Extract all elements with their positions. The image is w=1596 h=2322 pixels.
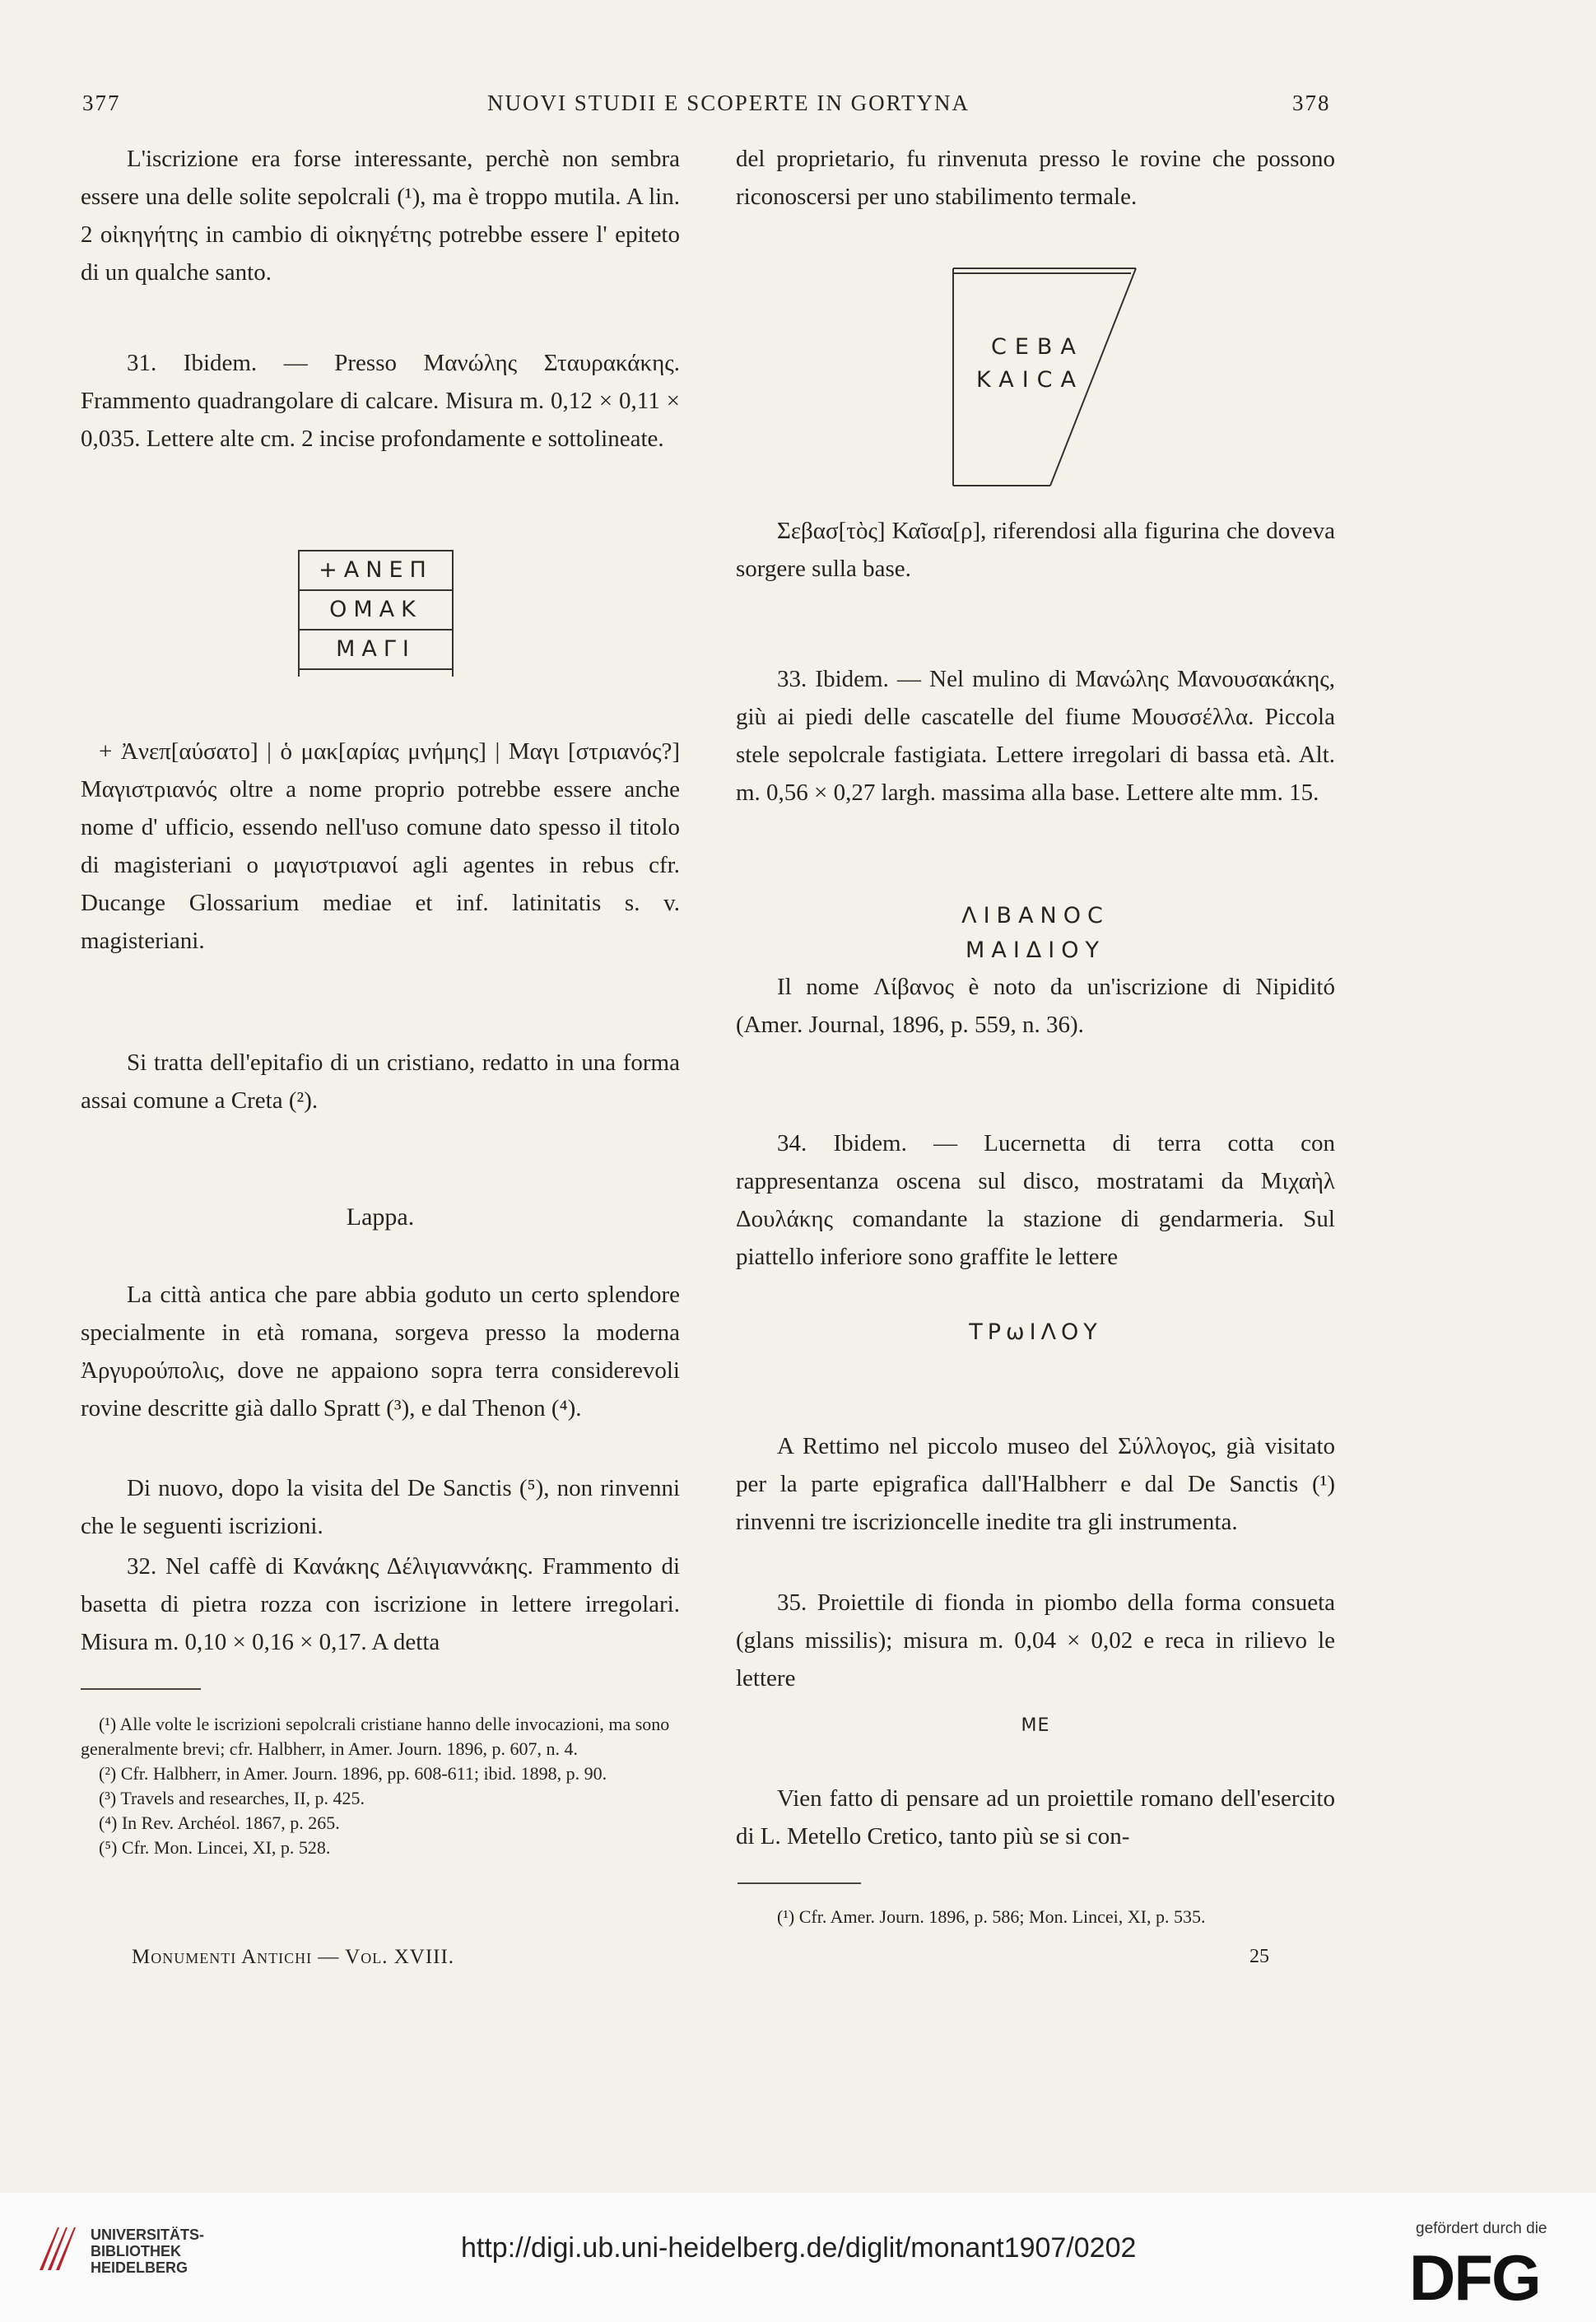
right-p4: Il nome Λίβανος è noto da un'iscrizione di Nipiditó (Amer. Journal, 1896, p. 559, n. 36).: [736, 974, 1335, 1038]
footnote: (²) Cfr. Halbherr, in Amer. Journ. 1896, pp. 608-611; ibid. 1898, p. 90.: [99, 1763, 607, 1784]
inscription-32-drawing: [952, 262, 1141, 492]
right-p1: del proprietario, fu rinvenuta presso le rovine che possono riconoscersi per uno stabilimento termale.: [736, 146, 1335, 210]
section-heading-lappa: Lappa.: [346, 1203, 415, 1231]
inscription-line: KAICA: [976, 367, 1084, 393]
left-p6: Di nuovo, dopo la visita del De Sanctis (⁵), non rinvenni che le seguenti iscrizioni.: [81, 1475, 680, 1539]
running-title: NUOVI STUDII E SCOPERTE IN GORTYNA: [487, 91, 970, 115]
right-p8: Vien fatto di pensare ad un proiettile romano dell'esercito di L. Metello Cretico, tanto più se si con-: [736, 1785, 1335, 1850]
right-p5: 34. Ibidem. — Lucernetta di terra cotta con rappresentanza oscena sul disco, mostratami da Μιχαὴλ Δουλάκης comandante la stazione di gendarmeria. Sul piattello inferiore sono graffite le lettere: [736, 1130, 1335, 1270]
left-p3: + Ἀνεπ[αύσατο] | ὁ μακ[αρίας μνήμης] | Μαγι [στριανός?] Μαγιστριανός oltre a nome proprio potrebbe essere anche nome d' ufficio, essendo nell'uso comune dato spesso il titolo di magisteriani o μαγιστριανοί agli agentes in rebus cfr. Ducange Glossarium mediae et inf. latinitatis s. v. magisteriani.: [81, 738, 680, 954]
right-p7: 35. Proiettile di fionda in piombo della forma consueta (glans missilis); misura m. 0,04 × 0,02 e reca in rilievo le lettere: [736, 1589, 1335, 1691]
inscription-31: [298, 550, 454, 677]
footnote: (⁵) Cfr. Mon. Lincei, XI, p. 528.: [99, 1837, 331, 1858]
right-signature: 25: [1249, 1946, 1269, 1967]
right-p3: 33. Ibidem. — Nel mulino di Μανώλης Μανουσακάκης, giù ai piedi delle cascatelle del fiume Μουσσέλλα. Piccola stele sepolcrale fastigiata. Lettere irregolari di bassa età. Alt. m. 0,56 × 0,27 largh. massima alla base. Lettere alte mm. 15.: [736, 666, 1335, 806]
left-p7: 32. Nel caffè di Κανάκης Δέλιγιαννάκης. Frammento di basetta di pietra rozza con iscrizione in lettere irregolari. Misura m. 0,10 × 0,16 × 0,17. A detta: [81, 1553, 680, 1655]
left-signature: Monumenti Antichi — Vol. XVIII.: [132, 1946, 455, 1968]
dfg-logo: DFG: [1409, 2241, 1540, 2314]
inscription-line: ΜΑΓΙ: [300, 631, 452, 670]
funded-by-label: gefördert durch die: [1416, 2220, 1547, 2237]
inscription-35: ΜΕ: [1021, 1715, 1050, 1736]
left-p2: 31. Ibidem. — Presso Μανώλης Σταυρακάκης. Frammento quadrangolare di calcare. Misura m. 0,12 × 0,11 × 0,035. Lettere alte cm. 2 incise profondamente e sottolineate.: [81, 350, 680, 452]
inscription-33-line: ΜΑΙΔΙΟΥ: [966, 938, 1105, 963]
footnote: (¹) Alle volte le iscrizioni sepolcrali cristiane hanno delle invocazioni, ma sono generalmente brevi; cfr. Halbherr, in Amer. Journ. 1896, p. 607, n. 4.: [81, 1714, 670, 1759]
inscription-34: ΤΡωΙΛΟΥ: [969, 1319, 1102, 1345]
left-p5: La città antica che pare abbia goduto un certo splendore specialmente in età romana, sorgeva presso la moderna Ἀργυρούπολις, dove ne appaiono sopra terra considerevoli rovine descritte già dallo Spratt (³), e dal Thenon (⁴).: [81, 1282, 680, 1422]
inscription-line: CEBA: [991, 334, 1084, 360]
footnote-rule: [81, 1688, 201, 1690]
footnote: (⁴) In Rev. Archéol. 1867, p. 265.: [99, 1812, 340, 1833]
inscription-line: +ΑΝΕΠ: [300, 551, 452, 591]
university-library-name: UNIVERSITÄTS- BIBLIOTHEK HEIDELBERG: [91, 2227, 205, 2276]
right-p2: Σεβασ[τὸς] Καῖσα[ρ], riferendosi alla figurina che doveva sorgere sulla base.: [736, 518, 1335, 582]
inscription-33-line: ΛΙΒΑΝΟC: [961, 903, 1110, 928]
right-p6: A Rettimo nel piccolo museo del Σύλλογος, già visitato per la parte epigrafica dall'Halbherr e dal De Sanctis (¹) rinvenni tre iscrizioncelle inedite tra gli instrumenta.: [736, 1433, 1335, 1535]
left-footnotes: [81, 1712, 680, 1860]
footnote-rule: [738, 1882, 861, 1884]
university-library-logo-icon: [35, 2222, 81, 2275]
left-page-number: 377: [82, 91, 121, 115]
source-url-link[interactable]: http://digi.ub.uni-heidelberg.de/diglit/monant1907/0202: [461, 2232, 1137, 2264]
footnote: (³) Travels and researches, II, p. 425.: [99, 1788, 365, 1808]
left-p1: L'iscrizione era forse interessante, perchè non sembra essere una delle solite sepolcrali (¹), ma è troppo mutila. A lin. 2 οἰκηγήτης in cambio di οἰκηγέτης potrebbe essere l' epiteto di un qualche santo.: [81, 146, 680, 286]
right-footnote: (¹) Cfr. Amer. Journ. 1896, p. 586; Mon. Lincei, XI, p. 535.: [777, 1906, 1206, 1927]
left-p4: Si tratta dell'epitafio di un cristiano, redatto in una forma assai comune a Creta (²).: [81, 1049, 680, 1114]
inscription-line: ΟΜΑΚ: [300, 591, 452, 631]
right-page-number: 378: [1292, 91, 1331, 115]
